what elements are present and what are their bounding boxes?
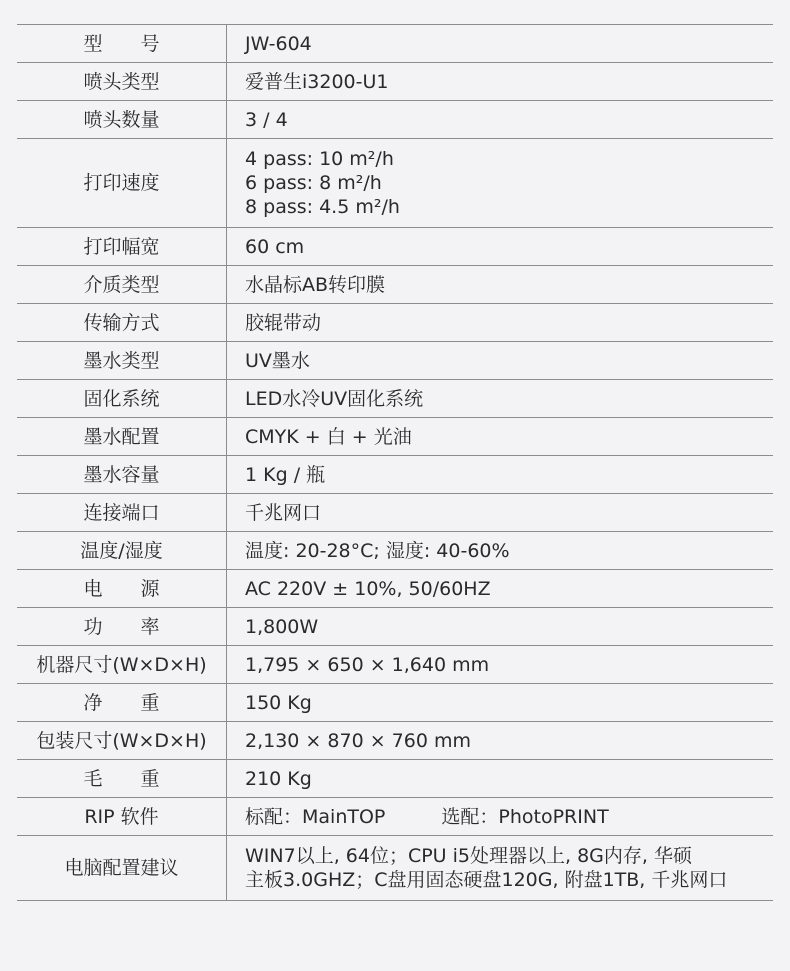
spec-row-power-supply [17,570,773,608]
rip-optional: 选配：PhotoPRINT [441,805,609,828]
spec-value-line: 210 Kg [245,767,312,790]
spec-value-line: 1 Kg / 瓶 [245,463,326,486]
spec-row-net-weight [17,684,773,722]
spec-value [227,798,774,836]
spec-label: 打印幅宽 [17,228,227,266]
spec-value-line: 主板3.0GHZ；C盘用固态硬盘120G, 附盘1TB, 千兆网口 [245,869,728,891]
spec-value [227,266,774,304]
spec-table [17,24,773,901]
spec-value [227,228,774,266]
spec-row-curing-system [17,380,773,418]
spec-value [227,304,774,342]
spec-value [227,570,774,608]
spec-label: 机器尺寸(W×D×H) [17,646,227,684]
spec-row-ink-config [17,418,773,456]
spec-value-line: 60 cm [245,235,305,258]
spec-value [227,380,774,418]
spec-label: 电脑配置建议 [17,836,227,901]
spec-value [227,836,774,901]
spec-label: RIP 软件 [17,798,227,836]
spec-value [227,532,774,570]
spec-value-line: 1,800W [245,615,319,638]
spec-value [227,342,774,380]
spec-label: 喷头类型 [17,63,227,101]
spec-value-line: JW-604 [245,32,312,55]
rip-standard: 标配：MainTOP [245,805,386,828]
spec-value [227,684,774,722]
spec-label: 毛 重 [17,760,227,798]
spec-row-gross-weight [17,760,773,798]
spec-value-line: UV墨水 [245,349,310,372]
spec-value-line: WIN7以上, 64位；CPU i5处理器以上, 8G内存, 华硕 [245,845,692,867]
spec-label: 打印速度 [17,139,227,228]
spec-value [227,25,774,63]
spec-row-media-type [17,266,773,304]
spec-row-print-speed [17,139,773,228]
spec-value-line: 2,130 × 870 × 760 mm [245,729,471,752]
spec-label: 电 源 [17,570,227,608]
spec-row-head-count [17,101,773,139]
spec-label: 墨水类型 [17,342,227,380]
spec-value-line: 8 pass: 4.5 m²/h [245,196,400,218]
spec-label: 功 率 [17,608,227,646]
spec-value-line: CMYK + 白 + 光油 [245,425,412,448]
spec-value [227,456,774,494]
spec-value-line: 4 pass: 10 m²/h [245,148,394,170]
spec-value-line: 水晶标AB转印膜 [245,273,386,296]
spec-label: 型 号 [17,25,227,63]
spec-value-line: 温度: 20-28°C; 湿度: 40-60% [245,539,510,562]
spec-value [227,646,774,684]
spec-label: 连接端口 [17,494,227,532]
spec-label: 净 重 [17,684,227,722]
spec-value [227,760,774,798]
spec-value-line: 150 Kg [245,691,312,714]
spec-value [227,494,774,532]
spec-label: 固化系统 [17,380,227,418]
spec-label: 墨水容量 [17,456,227,494]
spec-row-model [17,25,773,63]
spec-label: 包装尺寸(W×D×H) [17,722,227,760]
spec-row-head-type [17,63,773,101]
spec-row-temp-humidity [17,532,773,570]
spec-value [227,101,774,139]
spec-value-line: 1,795 × 650 × 1,640 mm [245,653,490,676]
spec-row-package-size [17,722,773,760]
spec-table-body [17,25,773,901]
spec-value [227,139,774,228]
spec-row-pc-config [17,836,773,901]
spec-value [227,608,774,646]
spec-value-line: LED水冷UV固化系统 [245,387,424,410]
spec-value [227,63,774,101]
spec-value-line: 6 pass: 8 m²/h [245,172,382,194]
spec-row-ink-capacity [17,456,773,494]
spec-row-ink-type [17,342,773,380]
spec-row-power [17,608,773,646]
spec-row-transport [17,304,773,342]
spec-value [227,722,774,760]
spec-value-line: 爱普生i3200-U1 [245,70,389,93]
spec-label: 温度/湿度 [17,532,227,570]
spec-row-machine-size [17,646,773,684]
spec-row-rip-software [17,798,773,836]
spec-row-print-width [17,228,773,266]
spec-label: 喷头数量 [17,101,227,139]
spec-row-port [17,494,773,532]
spec-value-line: 千兆网口 [245,501,322,524]
spec-value-line: 胶辊带动 [245,311,322,334]
spec-label: 传输方式 [17,304,227,342]
spec-value [227,418,774,456]
spec-label: 墨水配置 [17,418,227,456]
spec-value-line: AC 220V ± 10%, 50/60HZ [245,577,491,600]
spec-label: 介质类型 [17,266,227,304]
spec-value-line: 3 / 4 [245,108,288,131]
